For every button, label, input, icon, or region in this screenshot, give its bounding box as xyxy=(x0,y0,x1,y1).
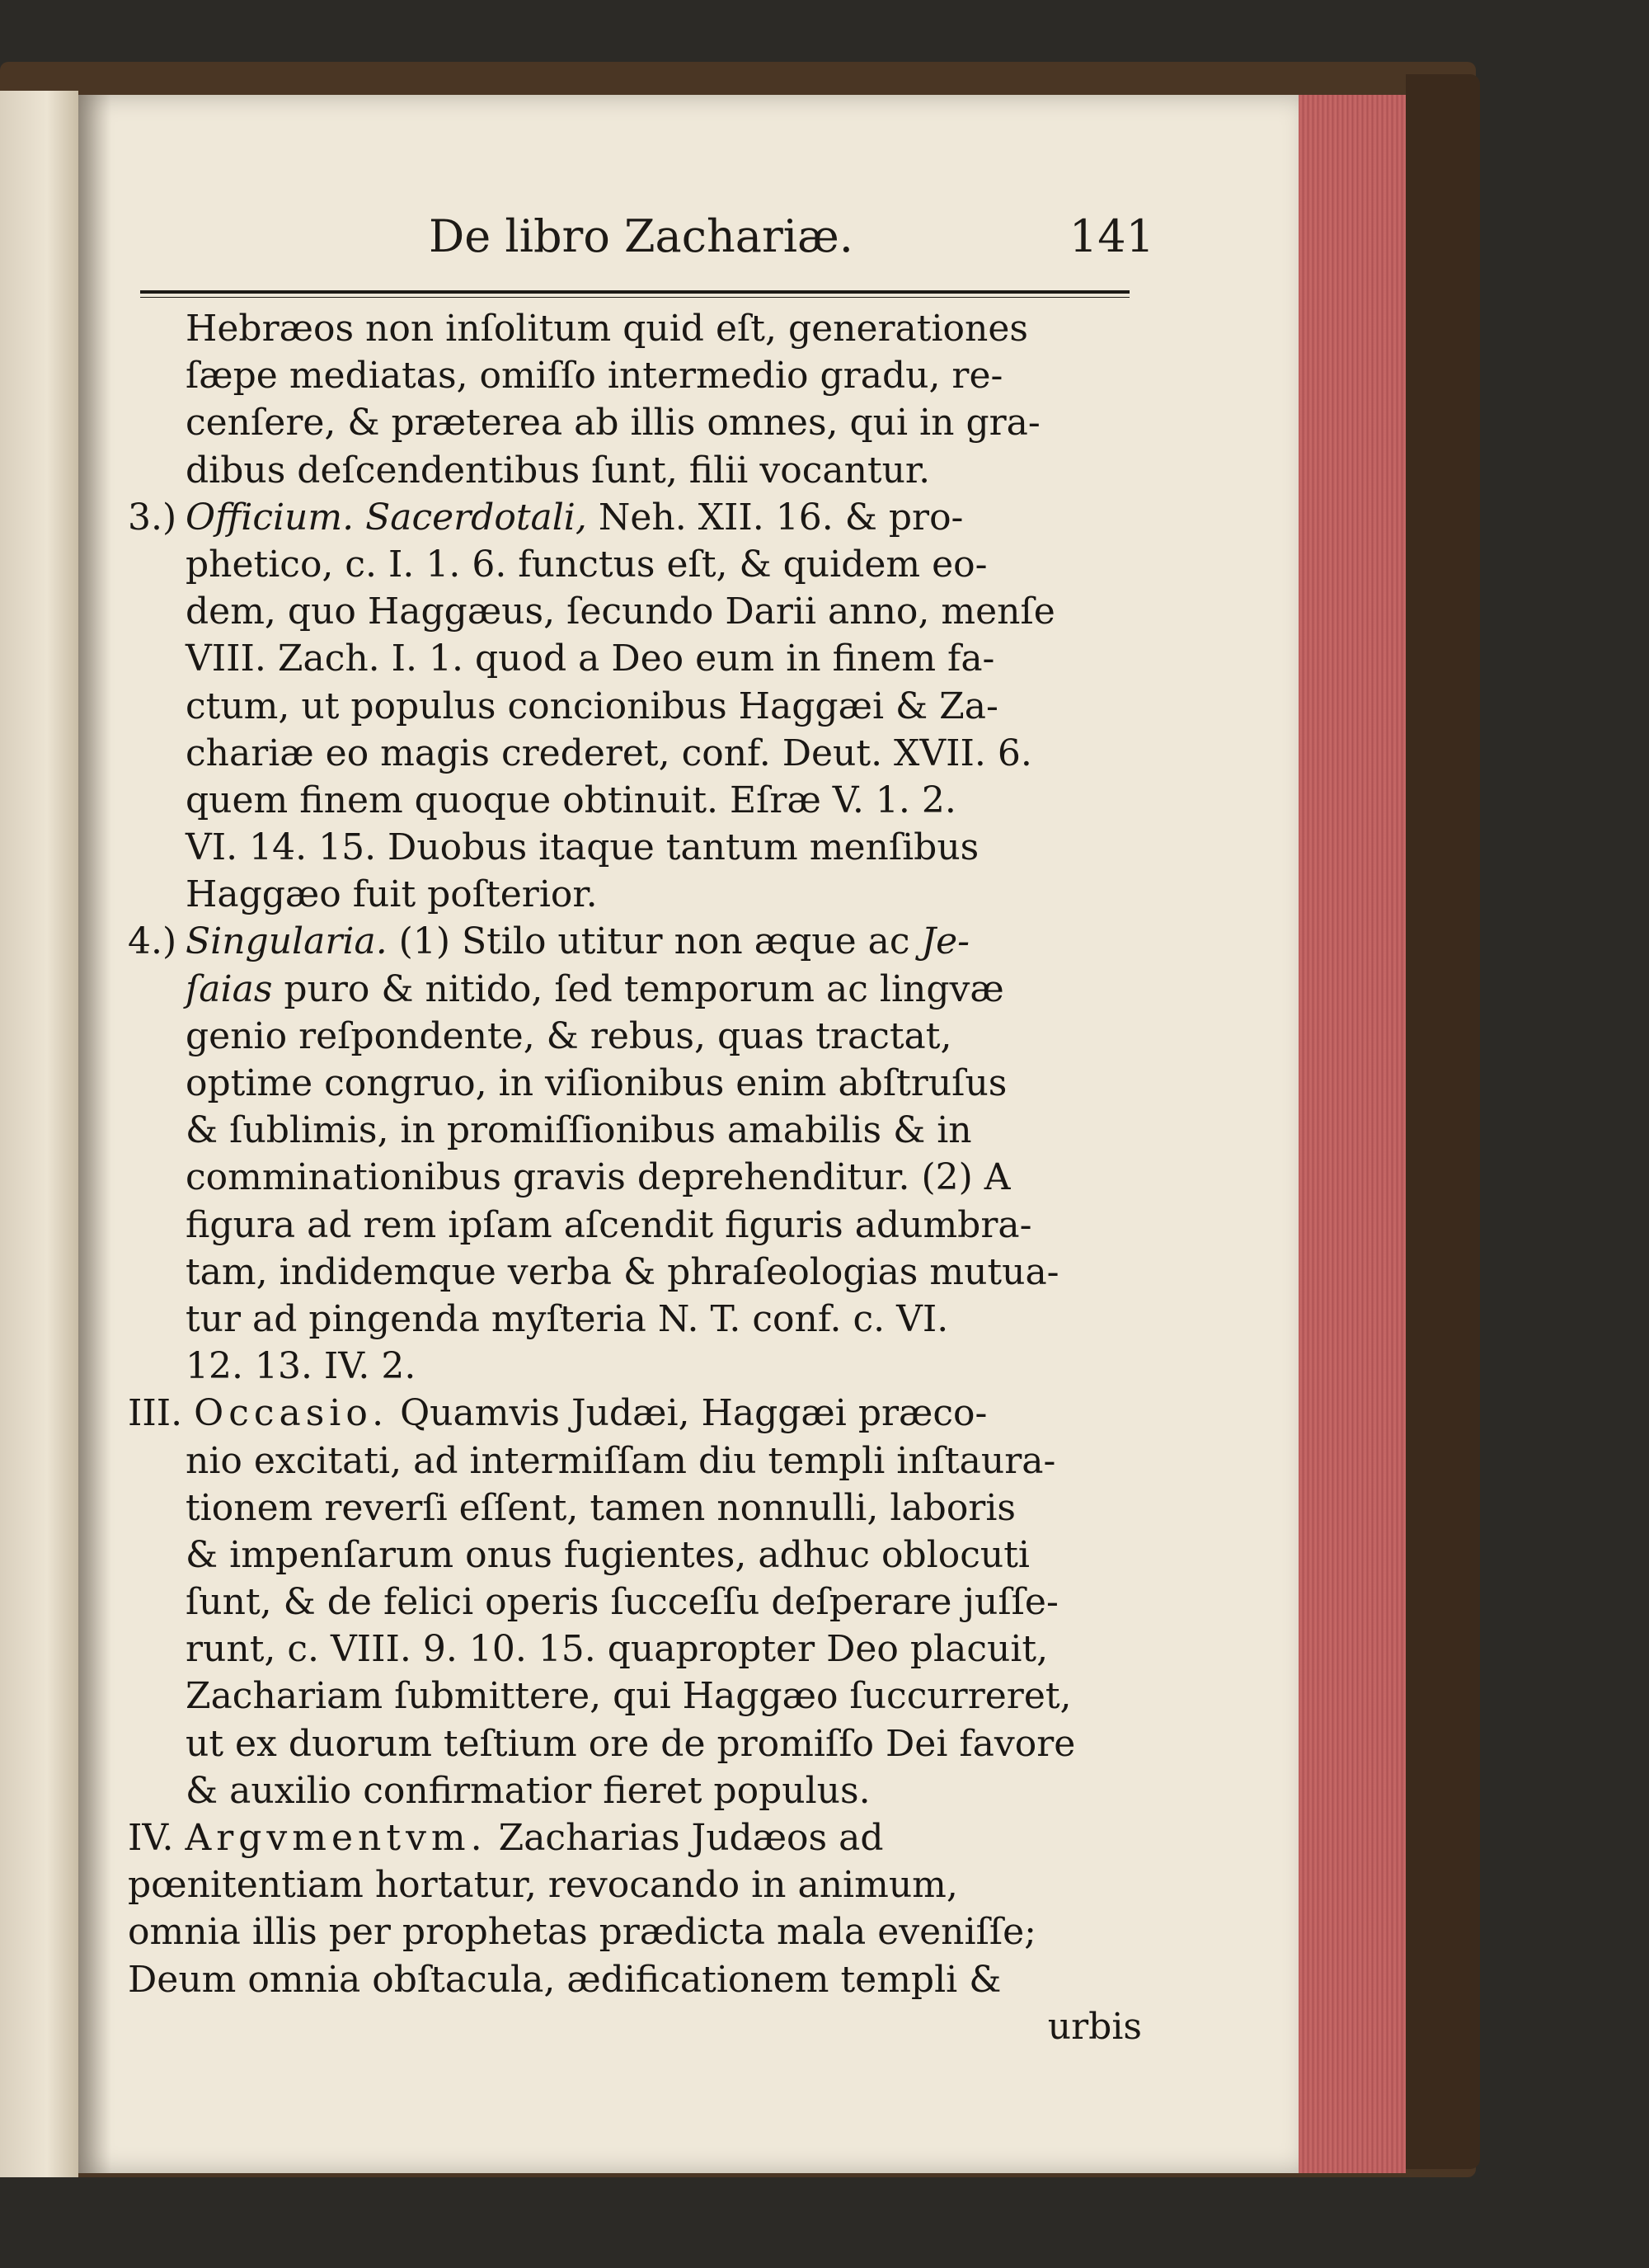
section-number: III. xyxy=(128,1392,183,1435)
text-line: Hebræos non inſolitum quid eſt, generationes xyxy=(186,308,1028,350)
text-line xyxy=(186,966,1142,1013)
page-edges-red xyxy=(1299,95,1406,2173)
text-line: tur ad pingenda myſteria N. T. conf. c. VI. xyxy=(186,1297,949,1340)
section-number: IV. xyxy=(128,1817,174,1859)
text-line: figura ad rem ipſam aſcendit figuris adumbra- xyxy=(186,1203,1032,1246)
text-line: & ſublimis, in promiſſionibus amabilis & in xyxy=(186,1109,972,1152)
left-page-edge xyxy=(0,91,78,2177)
text-line: optime congruo, in viſionibus enim abſtruſus xyxy=(186,1062,1008,1104)
text-line: dem, quo Haggæus, ſecundo Darii anno, menſe xyxy=(186,591,1055,633)
text-span: puro & nitido, ſed temporum ac lingvæ xyxy=(272,967,1004,1010)
page-gutter xyxy=(78,95,111,2173)
text-line: Deum omnia obſtacula, ædificationem templi & xyxy=(128,1958,1002,2001)
text-line: dibus deſcendentibus ſunt, filii vocantur. xyxy=(186,449,931,492)
italic-name: ſaias xyxy=(186,967,273,1010)
italic-heading: Singularia. xyxy=(186,920,388,963)
section-number: 3.) xyxy=(128,496,177,539)
text-line xyxy=(128,1814,1142,1861)
text-line: Zachariam ſubmittere, qui Haggæo ſuccurreret, xyxy=(186,1675,1072,1718)
text-line: pœnitentiam hortatur, revocando in animum, xyxy=(128,1864,958,1907)
text-line: ſæpe mediatas, omiſſo intermedio gradu, re- xyxy=(186,355,1003,398)
book-spine xyxy=(1406,74,1480,2169)
text-line: phetico, c. I. 1. 6. functus eſt, & quidem eo- xyxy=(186,543,988,586)
italic-heading: Officium. Sacerdotali, xyxy=(186,496,587,539)
text-line: chariæ eo magis crederet, conf. Deut. XVII. 6. xyxy=(186,732,1032,774)
text-span: Zacharias Judæos ad xyxy=(486,1817,884,1859)
text-line: omnia illis per prophetas prædicta mala eveniſſe; xyxy=(128,1911,1036,1954)
text-line: ut ex duorum teſtium ore de promiſſo Dei favore xyxy=(186,1722,1076,1765)
text-line: & auxilio confirmatior fieret populus. xyxy=(186,1769,871,1812)
text-span: Neh. XII. 16. & pro- xyxy=(586,496,964,539)
text-line: 12. 13. IV. 2. xyxy=(186,1345,416,1388)
text-span: (1) Stilo utitur non æque ac xyxy=(387,920,922,963)
text-line: VIII. Zach. I. 1. quod a Deo eum in finem fa- xyxy=(186,638,995,680)
body-text xyxy=(128,305,1142,2050)
text-span: Quamvis Judæi, Haggæi præco- xyxy=(388,1392,988,1435)
text-line: tam, indidemque verba & phraſeologias mutua- xyxy=(186,1250,1059,1293)
section-number: 4.) xyxy=(128,920,177,963)
text-line: comminationibus gravis deprehenditur. (2) A xyxy=(186,1156,1011,1199)
text-line xyxy=(128,1390,1142,1437)
head-rule-thin xyxy=(140,297,1130,298)
text-line: runt, c. VIII. 9. 10. 15. quapropter Deo placuit, xyxy=(186,1628,1049,1671)
italic-name: Je- xyxy=(921,920,970,963)
text-line xyxy=(128,918,1142,965)
text-line: & impenſarum onus fugientes, adhuc oblocuti xyxy=(186,1533,1030,1576)
text-line xyxy=(128,494,1142,541)
text-line: Haggæo fuit poſterior. xyxy=(186,873,598,916)
running-head xyxy=(140,210,1154,276)
text-line: genio reſpondente, & rebus, quas tractat, xyxy=(186,1014,952,1057)
head-rule xyxy=(140,290,1130,294)
section-heading: Occasio. xyxy=(194,1392,389,1435)
section-heading: Argvmentvm. xyxy=(185,1817,487,1859)
text-line: nio excitati, ad intermiſſam diu templi inſtaura- xyxy=(186,1439,1056,1482)
text-line: quem finem quoque obtinuit. Eſræ V. 1. 2. xyxy=(186,779,956,821)
text-line: VI. 14. 15. Duobus itaque tantum menſibus xyxy=(186,826,980,869)
text-line: tionem reverſi eſſent, tamen nonnulli, laboris xyxy=(186,1486,1016,1529)
text-line: ctum, ut populus concionibus Haggæi & Za- xyxy=(186,685,998,727)
text-line: cenſere, & præterea ab illis omnes, qui in gra- xyxy=(186,402,1041,445)
catchword: urbis xyxy=(1047,2005,1142,2048)
text-line: ſunt, & de felici operis ſucceſſu deſperare juſſe- xyxy=(186,1581,1059,1624)
page-number: 141 xyxy=(1069,210,1154,262)
running-title: De libro Zachariæ. xyxy=(429,210,853,262)
